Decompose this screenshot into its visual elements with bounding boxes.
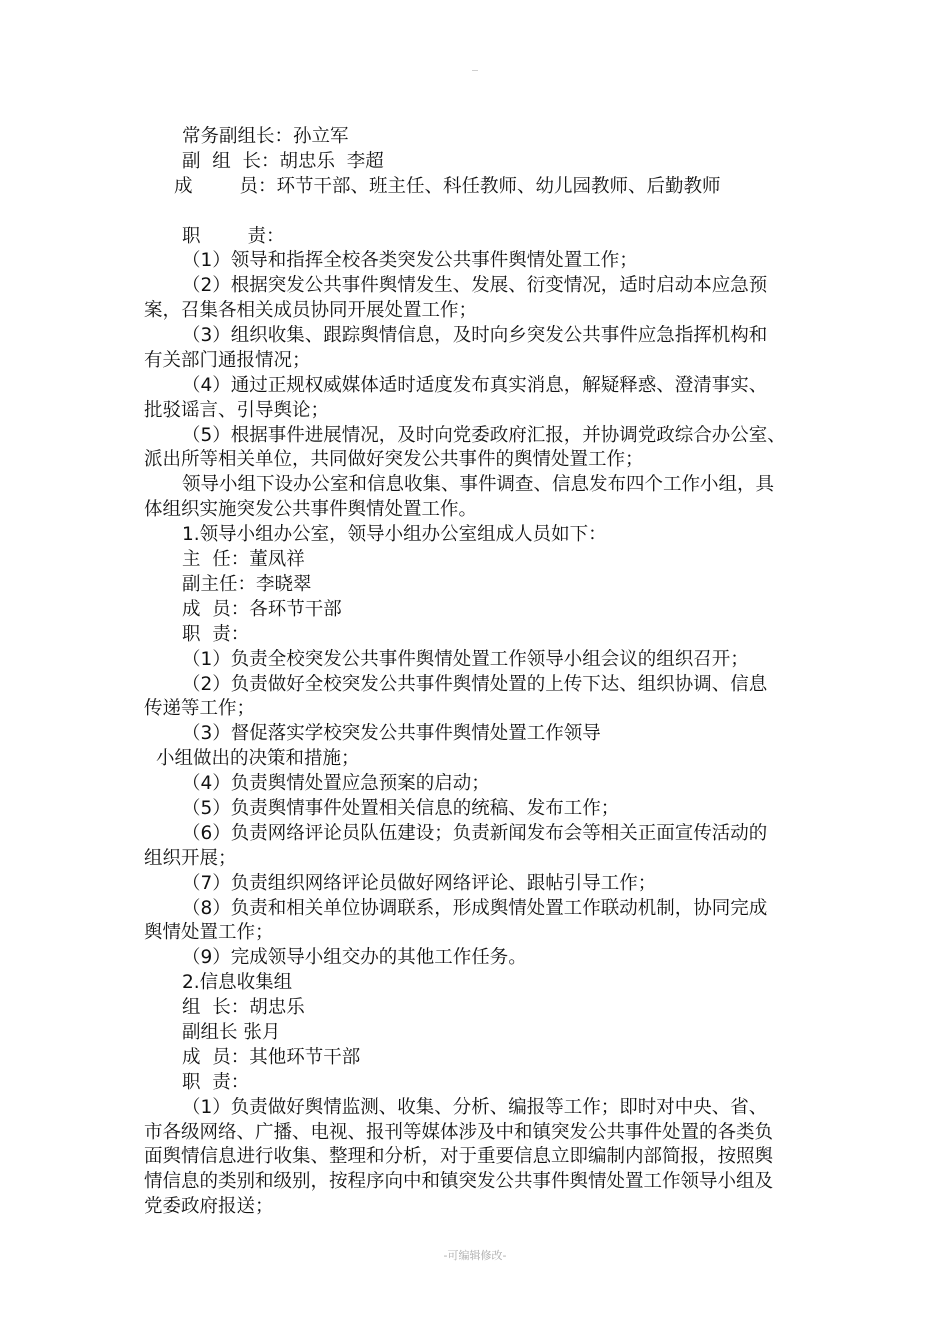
text-line: 情信息的类别和级别，按程序向中和镇突发公共事件舆情处置工作领导小组及 xyxy=(144,1171,774,1192)
text-line: 组织开展； xyxy=(144,848,237,869)
text-line: 党委政府报送； xyxy=(144,1196,274,1217)
text-line: （2）负责做好全校突发公共事件舆情处置的上传下达、组织协调、信息 xyxy=(182,674,768,695)
text-line: 有关部门通报情况； xyxy=(144,350,311,371)
text-line: 批驳谣言、引导舆论； xyxy=(144,400,330,421)
text-line: （1）负责全校突发公共事件舆情处置工作领导小组会议的组织召开； xyxy=(182,649,749,670)
text-line: （6）负责网络评论员队伍建设；负责新闻发布会等相关正面宣传活动的 xyxy=(182,823,768,844)
text-line: 组 长：胡忠乐 xyxy=(182,997,305,1018)
section-heading: 2.信息收集组 xyxy=(182,972,293,993)
text-line: （2）根据突发公共事件舆情发生、发展、衍变情况，适时启动本应急预 xyxy=(182,275,768,296)
text-line: 市各级网络、广播、电视、报刊等媒体涉及中和镇突发公共事件处置的各类负 xyxy=(144,1122,774,1143)
text-line: （3）组织收集、跟踪舆情信息，及时向乡突发公共事件应急指挥机构和 xyxy=(182,325,768,346)
text-line: 传递等工作； xyxy=(144,698,256,719)
text-line: 职 责： xyxy=(182,1072,250,1093)
text-line: 领导小组下设办公室和信息收集、事件调查、信息发布四个工作小组，具 xyxy=(182,474,775,495)
text-line: （7）负责组织网络评论员做好网络评论、跟帖引导工作； xyxy=(182,873,657,894)
text-line: （3）督促落实学校突发公共事件舆情处置工作领导 xyxy=(182,723,601,744)
text-line: 职 责： xyxy=(182,226,285,247)
text-line: 主 任：董凤祥 xyxy=(182,549,305,570)
text-line: 派出所等相关单位，共同做好突发公共事件的舆情处置工作； xyxy=(144,449,644,470)
text-line: （5）根据事件进展情况，及时向党委政府汇报，并协调党政综合办公室、 xyxy=(182,425,786,446)
text-line: 成 员：其他环节干部 xyxy=(182,1047,361,1068)
text-line: 面舆情信息进行收集、整理和分析，对于重要信息立即编制内部简报，按照舆 xyxy=(144,1146,774,1167)
text-line: 舆情处置工作； xyxy=(144,922,274,943)
text-line: （4）负责舆情处置应急预案的启动； xyxy=(182,773,490,794)
text-line: （4）通过正规权威媒体适时适度发布真实消息，解疑释惑、澄清事实、 xyxy=(182,375,768,396)
text-line: 成 员：各环节干部 xyxy=(182,599,342,620)
header-mark xyxy=(472,70,478,71)
page-footer: -可编辑修改- xyxy=(443,1249,507,1262)
text-line: 成 员：环节干部、班主任、科任教师、幼儿园教师、后勤教师 xyxy=(174,176,721,197)
text-line: 常务副组长：孙立军 xyxy=(182,126,349,147)
section-heading: 1.领导小组办公室，领导小组办公室组成人员如下： xyxy=(182,524,607,545)
text-line: 小组做出的决策和措施； xyxy=(156,748,360,769)
text-line: （9）完成领导小组交办的其他工作任务。 xyxy=(182,947,527,968)
text-line: （1）负责做好舆情监测、收集、分析、编报等工作；即时对中央、省、 xyxy=(182,1097,768,1118)
text-line: 副 组 长：胡忠乐 李超 xyxy=(182,151,384,172)
text-line: 案，召集各相关成员协同开展处置工作； xyxy=(144,300,478,321)
text-line: （8）负责和相关单位协调联系，形成舆情处置工作联动机制，协同完成 xyxy=(182,898,768,919)
text-line: （1）领导和指挥全校各类突发公共事件舆情处置工作； xyxy=(182,250,638,271)
text-line: 副主任：李晓翠 xyxy=(182,574,312,595)
text-line: （5）负责舆情事件处置相关信息的统稿、发布工作； xyxy=(182,798,620,819)
text-line: 体组织实施突发公共事件舆情处置工作。 xyxy=(144,499,478,520)
text-line: 职 责： xyxy=(182,624,250,645)
text-line: 副组长 张月 xyxy=(182,1022,281,1043)
